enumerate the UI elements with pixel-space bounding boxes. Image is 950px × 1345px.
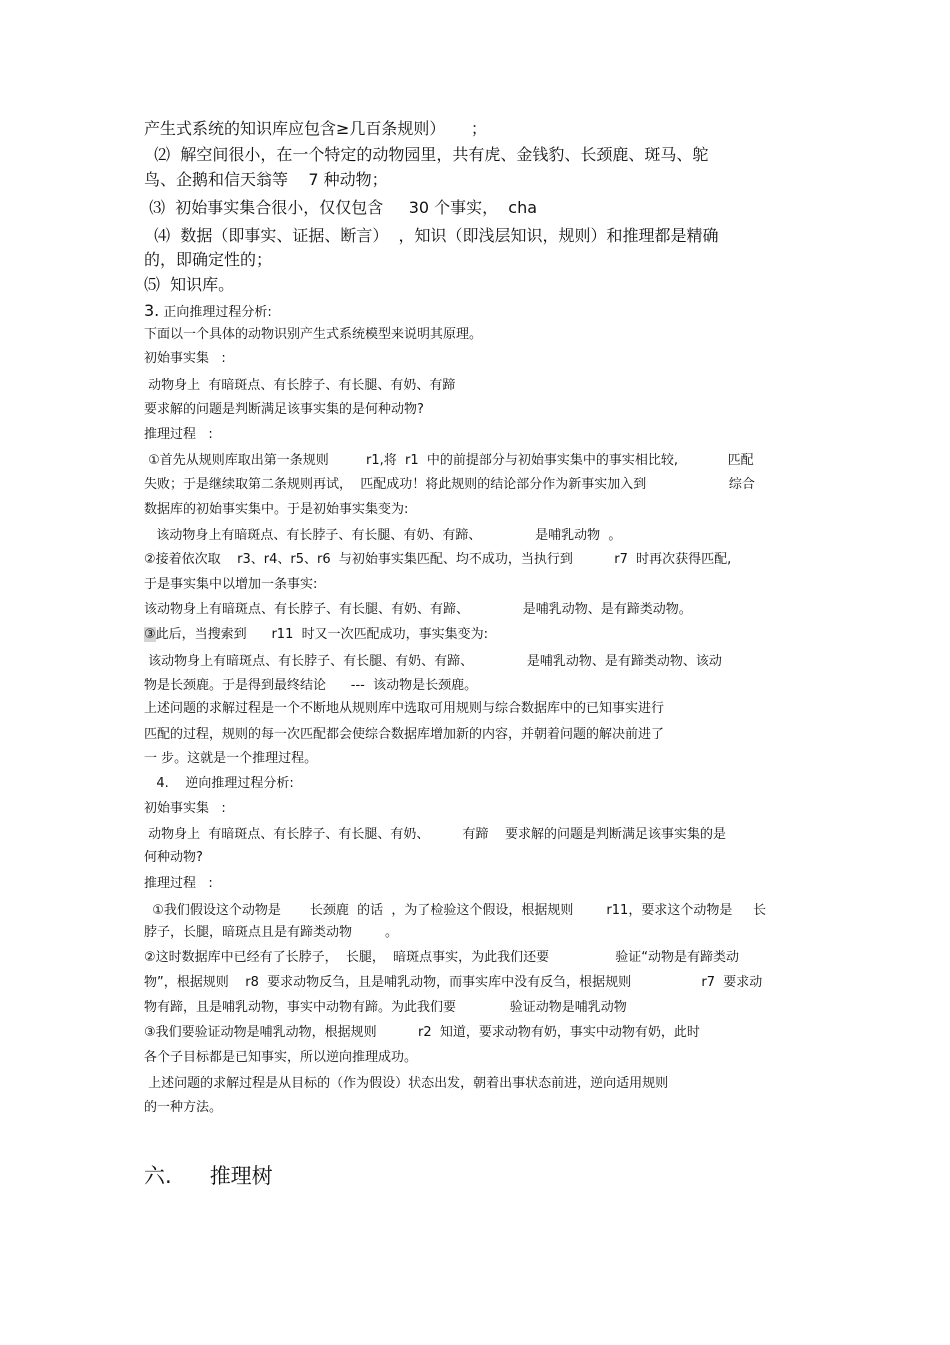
text-line: ⑸ 知识库。 bbox=[144, 275, 235, 294]
text-line: 失败；于是继续取第二条规则再试， 匹配成功！将此规则的结论部分作为新事实加入到 综合 bbox=[144, 477, 755, 492]
text-line: ①首先从规则库取出第一条规则 r1,将 r1 中的前提部分与初始事实集中的事实相比较, 匹配 bbox=[144, 453, 754, 468]
text-line: 的，即确定性的； bbox=[144, 250, 273, 269]
text-line: 动物身上 有暗斑点、有长脖子、有长腿、有奶、有蹄 bbox=[144, 378, 456, 393]
text-line: ②这时数据库中已经有了长脖子， 长腿， 暗斑点事实，为此我们还要 验证“动物是有蹄类动 bbox=[144, 950, 740, 965]
text-line: 脖子，长腿，暗斑点且是有蹄类动物 。 bbox=[144, 925, 399, 940]
text-line: 一 步。这就是一个推理过程。 bbox=[144, 751, 318, 766]
text-line: 物”，根据规则 r8 要求动物反刍，且是哺乳动物，而事实库中没有反刍，根据规则 r7 要求动 bbox=[144, 975, 763, 990]
text-line: ③我们要验证动物是哺乳动物，根据规则 r2 知道，要求动物有奶，事实中动物有奶，此时 bbox=[144, 1025, 700, 1040]
text-line: 初始事实集 : bbox=[144, 801, 226, 816]
text-line: 于是事实集中以增加一条事实: bbox=[144, 577, 318, 592]
text-segment: 此后，当搜索到 r11 时又一次匹配成功，事实集变为: bbox=[155, 627, 488, 642]
text-line: ①我们假设这个动物是 长颈鹿 的话 ，为了检验这个假设，根据规则 r11，要求这个动物是 长 bbox=[144, 903, 766, 918]
section-number: 3. bbox=[144, 301, 160, 320]
text-line: 该动物身上有暗斑点、有长脖子、有长腿、有奶、有蹄、 是哺乳动物、是有蹄类动物。 bbox=[144, 602, 692, 617]
text-line: 何种动物? bbox=[144, 850, 203, 865]
section-heading-forward-reasoning bbox=[144, 303, 272, 319]
section-number: 六. bbox=[144, 1164, 172, 1188]
section-title: 正向推理过程分析: bbox=[163, 305, 272, 320]
text-line: 产生式系统的知识库应包含≥几百条规则） ； bbox=[144, 119, 487, 138]
text-line: 动物身上 有暗斑点、有长脖子、有长腿、有奶、 有蹄 要求解的问题是判断满足该事实集的是 bbox=[144, 827, 726, 842]
text-line: 上述问题的求解过程是从目标的（作为假设）状态出发，朝着出事状态前进，逆向适用规则 bbox=[144, 1076, 669, 1091]
text-line: 推理过程 : bbox=[144, 427, 213, 442]
text-line: ②接着依次取 r3、r4、r5、r6 与初始事实集匹配、均不成功，当执行到 r7 时再次获得匹配, bbox=[144, 552, 732, 567]
text-line bbox=[144, 628, 488, 641]
text-line: 初始事实集 : bbox=[144, 351, 226, 366]
text-line: 物是长颈鹿。于是得到最终结论 --- 该动物是长颈鹿。 bbox=[144, 678, 478, 693]
text-line: 的一种方法。 bbox=[144, 1100, 223, 1115]
text-line: ⑷ 数据（即事实、证据、断言） ，知识（即浅层知识，规则）和推理都是精确 bbox=[144, 226, 719, 245]
text-line: 鸟、企鹅和信天翁等 7 种动物； bbox=[144, 170, 388, 189]
text-line: 要求解的问题是判断满足该事实集的是何种动物? bbox=[144, 402, 424, 417]
text-line: 该动物身上有暗斑点、有长脖子、有长腿、有奶、有蹄、 是哺乳动物 。 bbox=[144, 528, 622, 543]
text-line: 上述问题的求解过程是一个不断地从规则库中选取可用规则与综合数据库中的已知事实进行 bbox=[144, 701, 665, 716]
text-line: ⑶ 初始事实集合很小，仅仅包含 30 个事实， cha bbox=[144, 198, 538, 217]
text-line: 物有蹄，且是哺乳动物，事实中动物有蹄。为此我们要 验证动物是哺乳动物 bbox=[144, 1000, 627, 1015]
text-line: 匹配的过程，规则的每一次匹配都会使综合数据库增加新的内容，并朝着问题的解决前进了 bbox=[144, 727, 665, 742]
text-line: 各个子目标都是已知事实，所以逆向推理成功。 bbox=[144, 1050, 418, 1065]
section-title: 推理树 bbox=[209, 1164, 273, 1188]
text-line: 该动物身上有暗斑点、有长脖子、有长腿、有奶、有蹄、 是哺乳动物、是有蹄类动物、该动 bbox=[144, 654, 722, 669]
text-line: 数据库的初始事实集中。于是初始事实集变为: bbox=[144, 502, 409, 517]
highlighted-marker: ③ bbox=[144, 627, 156, 642]
text-line: 下面以一个具体的动物识别产生式系统模型来说明其原理。 bbox=[144, 327, 483, 342]
section-heading-inference-tree bbox=[144, 1166, 273, 1187]
text-line: ⑵ 解空间很小，在一个特定的动物园里，共有虎、金钱豹、长颈鹿、斑马、鸵 bbox=[144, 145, 709, 164]
text-line: 推理过程 : bbox=[144, 876, 213, 891]
section-heading-backward-reasoning: 4. 逆向推理过程分析: bbox=[144, 776, 294, 791]
